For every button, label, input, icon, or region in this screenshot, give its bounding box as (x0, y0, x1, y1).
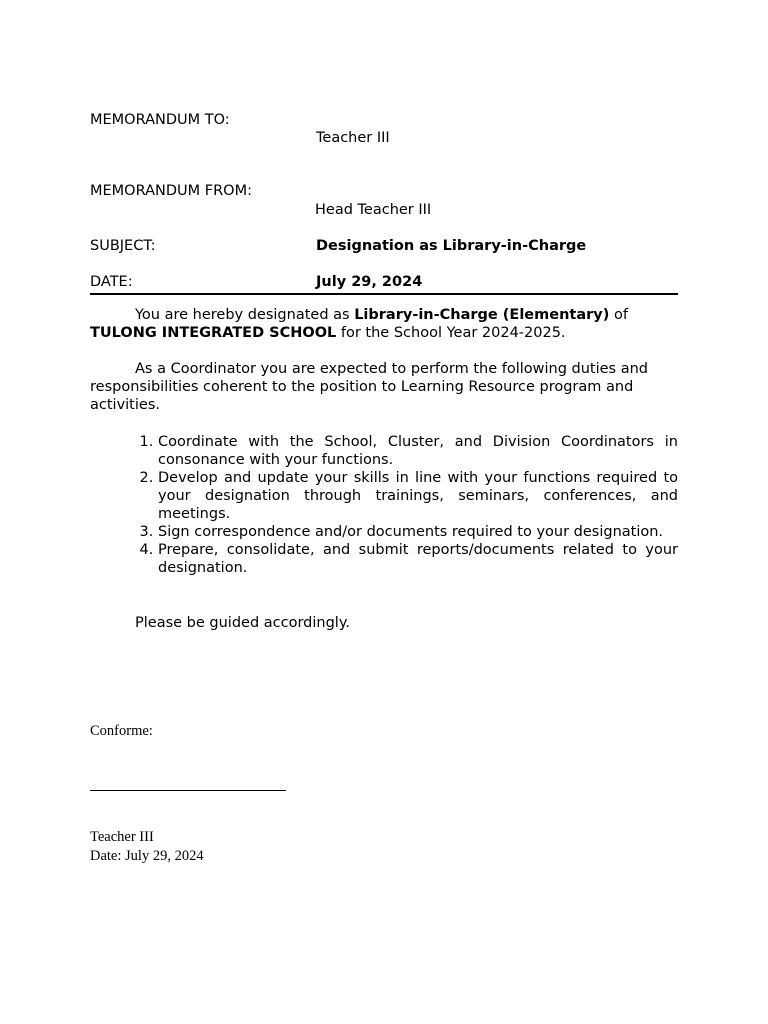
header-divider (90, 293, 678, 295)
designation-paragraph (90, 306, 678, 342)
p1-text-c: of (609, 307, 628, 323)
p1-text-e: for the School Year 2024-2025. (336, 325, 566, 341)
p1-text-a: You are hereby designated as (135, 307, 355, 323)
closing-line: Please be guided accordingly. (135, 615, 350, 631)
signature-date: Date: July 29, 2024 (90, 848, 204, 864)
subject-value: Designation as Library-in-Charge (316, 238, 587, 254)
duties-list (90, 433, 678, 577)
conforme-label: Conforme: (90, 723, 153, 739)
p1-school-name: TULONG INTEGRATED SCHOOL (90, 325, 337, 341)
list-item: 1. Coordinate with the School, Cluster, and Division Coordinators in consonance with your functions. (158, 433, 678, 469)
list-item: 3. Sign correspondence and/or documents required to your designation. (158, 523, 678, 541)
memo-to-value: Teacher III (316, 130, 390, 146)
list-item: 2. Develop and update your skills in line with your functions required to your designation through trainings, seminars, conferences, and meetings. (158, 469, 678, 523)
signatory-title: Teacher III (90, 829, 154, 845)
date-value: July 29, 2024 (316, 274, 423, 290)
date-label: DATE: (90, 274, 133, 290)
p1-position: Library-in-Charge (Elementary) (354, 307, 610, 323)
list-item: 4. Prepare, consolidate, and submit reports/documents related to your designation. (158, 541, 678, 577)
signature-line (90, 790, 286, 791)
memo-to-label: MEMORANDUM TO: (90, 112, 230, 128)
memo-from-label: MEMORANDUM FROM: (90, 183, 252, 199)
memo-from-value: Head Teacher III (315, 202, 432, 218)
subject-label: SUBJECT: (90, 238, 156, 254)
coordinator-paragraph: As a Coordinator you are expected to perform the following duties and responsibilities coherent to the position to Learning Resource program and activities. (90, 361, 649, 413)
